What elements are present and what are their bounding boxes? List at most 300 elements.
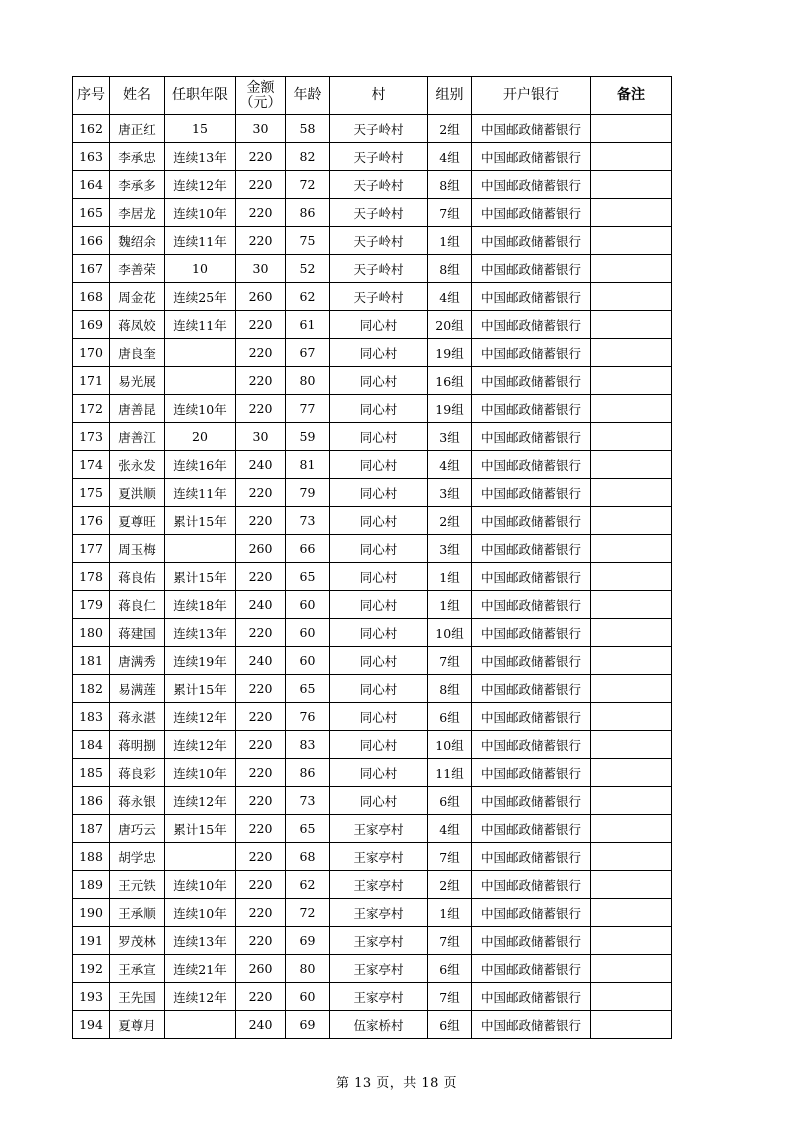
cell-group: 16组 (428, 367, 472, 395)
cell-note (591, 367, 672, 395)
cell-name: 唐良奎 (110, 339, 165, 367)
cell-name: 王元铁 (110, 871, 165, 899)
cell-name: 周玉梅 (110, 535, 165, 563)
cell-tenure (165, 339, 236, 367)
cell-group: 8组 (428, 255, 472, 283)
cell-amount: 220 (236, 339, 286, 367)
cell-tenure: 连续25年 (165, 283, 236, 311)
cell-village: 王家亭村 (330, 815, 428, 843)
cell-note (591, 339, 672, 367)
cell-name: 蒋永湛 (110, 703, 165, 731)
cell-age: 86 (286, 759, 330, 787)
cell-name: 罗茂林 (110, 927, 165, 955)
cell-amount: 220 (236, 983, 286, 1011)
cell-tenure: 累计15年 (165, 675, 236, 703)
cell-bank: 中国邮政储蓄银行 (472, 871, 591, 899)
cell-note (591, 703, 672, 731)
cell-group: 20组 (428, 311, 472, 339)
cell-name: 夏尊月 (110, 1011, 165, 1039)
cell-age: 86 (286, 199, 330, 227)
table-row (73, 451, 672, 479)
cell-seq: 183 (73, 703, 110, 731)
cell-amount: 240 (236, 591, 286, 619)
cell-group: 6组 (428, 787, 472, 815)
cell-village: 同心村 (330, 759, 428, 787)
cell-age: 73 (286, 507, 330, 535)
table-row (73, 619, 672, 647)
cell-seq: 172 (73, 395, 110, 423)
cell-group: 1组 (428, 563, 472, 591)
cell-bank: 中国邮政储蓄银行 (472, 815, 591, 843)
cell-note (591, 927, 672, 955)
cell-bank: 中国邮政储蓄银行 (472, 535, 591, 563)
cell-group: 10组 (428, 731, 472, 759)
table-body (73, 115, 672, 1039)
cell-group: 2组 (428, 507, 472, 535)
cell-group: 6组 (428, 1011, 472, 1039)
cell-note (591, 619, 672, 647)
table-row (73, 731, 672, 759)
cell-age: 82 (286, 143, 330, 171)
header-bank: 开户银行 (472, 77, 591, 115)
cell-group: 6组 (428, 703, 472, 731)
cell-bank: 中国邮政储蓄银行 (472, 787, 591, 815)
cell-village: 天子岭村 (330, 199, 428, 227)
cell-village: 王家亭村 (330, 983, 428, 1011)
cell-seq: 176 (73, 507, 110, 535)
cell-group: 8组 (428, 675, 472, 703)
cell-group: 19组 (428, 339, 472, 367)
table-row (73, 535, 672, 563)
cell-tenure: 连续12年 (165, 983, 236, 1011)
cell-bank: 中国邮政储蓄银行 (472, 703, 591, 731)
cell-note (591, 759, 672, 787)
cell-bank: 中国邮政储蓄银行 (472, 339, 591, 367)
cell-seq: 188 (73, 843, 110, 871)
cell-amount: 220 (236, 731, 286, 759)
cell-village: 伍家桥村 (330, 1011, 428, 1039)
cell-note (591, 115, 672, 143)
cell-group: 3组 (428, 479, 472, 507)
cell-name: 蒋明捌 (110, 731, 165, 759)
cell-age: 69 (286, 927, 330, 955)
cell-bank: 中国邮政储蓄银行 (472, 507, 591, 535)
header-note: 备注 (591, 77, 672, 115)
table-row (73, 591, 672, 619)
cell-village: 同心村 (330, 311, 428, 339)
cell-age: 80 (286, 955, 330, 983)
table-row (73, 255, 672, 283)
cell-group: 7组 (428, 843, 472, 871)
cell-village: 天子岭村 (330, 143, 428, 171)
cell-village: 同心村 (330, 647, 428, 675)
cell-bank: 中国邮政储蓄银行 (472, 395, 591, 423)
cell-seq: 166 (73, 227, 110, 255)
cell-seq: 165 (73, 199, 110, 227)
cell-name: 蒋永银 (110, 787, 165, 815)
cell-amount: 220 (236, 787, 286, 815)
cell-note (591, 815, 672, 843)
cell-age: 73 (286, 787, 330, 815)
cell-seq: 169 (73, 311, 110, 339)
cell-bank: 中国邮政储蓄银行 (472, 115, 591, 143)
cell-tenure: 累计15年 (165, 507, 236, 535)
cell-amount: 220 (236, 143, 286, 171)
cell-group: 19组 (428, 395, 472, 423)
table-row (73, 703, 672, 731)
cell-name: 蒋良佑 (110, 563, 165, 591)
cell-age: 60 (286, 591, 330, 619)
cell-amount: 30 (236, 255, 286, 283)
cell-name: 蒋建国 (110, 619, 165, 647)
cell-amount: 220 (236, 395, 286, 423)
cell-amount: 220 (236, 843, 286, 871)
cell-bank: 中国邮政储蓄银行 (472, 451, 591, 479)
cell-name: 李居龙 (110, 199, 165, 227)
cell-bank: 中国邮政储蓄银行 (472, 143, 591, 171)
cell-name: 李善荣 (110, 255, 165, 283)
header-village: 村 (330, 77, 428, 115)
cell-name: 胡学忠 (110, 843, 165, 871)
cell-note (591, 451, 672, 479)
table-row (73, 759, 672, 787)
cell-amount: 220 (236, 899, 286, 927)
table-row (73, 507, 672, 535)
cell-group: 1组 (428, 591, 472, 619)
table-row (73, 423, 672, 451)
table-row (73, 899, 672, 927)
cell-village: 同心村 (330, 507, 428, 535)
cell-note (591, 731, 672, 759)
table-row (73, 787, 672, 815)
cell-seq: 191 (73, 927, 110, 955)
cell-note (591, 647, 672, 675)
table-row (73, 675, 672, 703)
cell-seq: 177 (73, 535, 110, 563)
cell-seq: 162 (73, 115, 110, 143)
cell-bank: 中国邮政储蓄银行 (472, 311, 591, 339)
cell-name: 夏尊旺 (110, 507, 165, 535)
cell-village: 同心村 (330, 591, 428, 619)
cell-bank: 中国邮政储蓄银行 (472, 283, 591, 311)
cell-name: 李承多 (110, 171, 165, 199)
cell-group: 4组 (428, 815, 472, 843)
cell-village: 王家亭村 (330, 927, 428, 955)
cell-age: 61 (286, 311, 330, 339)
header-age: 年龄 (286, 77, 330, 115)
cell-age: 72 (286, 171, 330, 199)
cell-tenure: 20 (165, 423, 236, 451)
table-row (73, 843, 672, 871)
cell-village: 王家亭村 (330, 871, 428, 899)
cell-village: 天子岭村 (330, 283, 428, 311)
cell-amount: 220 (236, 759, 286, 787)
cell-bank: 中国邮政储蓄银行 (472, 367, 591, 395)
table-row (73, 115, 672, 143)
cell-name: 夏洪顺 (110, 479, 165, 507)
cell-seq: 194 (73, 1011, 110, 1039)
table-row (73, 1011, 672, 1039)
table-row (73, 395, 672, 423)
cell-note (591, 171, 672, 199)
cell-note (591, 423, 672, 451)
cell-tenure: 连续13年 (165, 619, 236, 647)
cell-note (591, 899, 672, 927)
cell-bank: 中国邮政储蓄银行 (472, 199, 591, 227)
cell-age: 68 (286, 843, 330, 871)
cell-village: 王家亭村 (330, 955, 428, 983)
cell-note (591, 311, 672, 339)
cell-age: 60 (286, 647, 330, 675)
cell-village: 同心村 (330, 535, 428, 563)
cell-age: 60 (286, 983, 330, 1011)
cell-amount: 240 (236, 451, 286, 479)
cell-seq: 173 (73, 423, 110, 451)
cell-tenure: 连续10年 (165, 899, 236, 927)
cell-name: 蒋良仁 (110, 591, 165, 619)
cell-note (591, 983, 672, 1011)
cell-amount: 240 (236, 1011, 286, 1039)
cell-note (591, 227, 672, 255)
cell-note (591, 843, 672, 871)
cell-tenure: 连续11年 (165, 227, 236, 255)
table-row (73, 927, 672, 955)
cell-age: 77 (286, 395, 330, 423)
cell-note (591, 479, 672, 507)
cell-tenure: 连续18年 (165, 591, 236, 619)
cell-bank: 中国邮政储蓄银行 (472, 227, 591, 255)
cell-age: 66 (286, 535, 330, 563)
cell-name: 周金花 (110, 283, 165, 311)
cell-tenure: 15 (165, 115, 236, 143)
cell-village: 同心村 (330, 367, 428, 395)
cell-seq: 189 (73, 871, 110, 899)
cell-amount: 220 (236, 619, 286, 647)
cell-seq: 184 (73, 731, 110, 759)
cell-tenure (165, 1011, 236, 1039)
cell-age: 67 (286, 339, 330, 367)
cell-age: 62 (286, 283, 330, 311)
cell-amount: 260 (236, 535, 286, 563)
cell-name: 魏绍余 (110, 227, 165, 255)
cell-bank: 中国邮政储蓄银行 (472, 479, 591, 507)
header-name: 姓名 (110, 77, 165, 115)
cell-tenure: 连续10年 (165, 759, 236, 787)
cell-village: 同心村 (330, 675, 428, 703)
cell-group: 1组 (428, 899, 472, 927)
cell-group: 1组 (428, 227, 472, 255)
cell-seq: 185 (73, 759, 110, 787)
cell-age: 80 (286, 367, 330, 395)
cell-group: 3组 (428, 423, 472, 451)
table-row (73, 367, 672, 395)
cell-group: 7组 (428, 927, 472, 955)
cell-seq: 180 (73, 619, 110, 647)
cell-group: 10组 (428, 619, 472, 647)
cell-age: 62 (286, 871, 330, 899)
cell-group: 7组 (428, 647, 472, 675)
header-amount-line1: 金额 (246, 79, 275, 96)
cell-group: 4组 (428, 283, 472, 311)
header-amount-line2: （元） (239, 94, 282, 111)
cell-note (591, 675, 672, 703)
table-row (73, 171, 672, 199)
cell-bank: 中国邮政储蓄银行 (472, 255, 591, 283)
table-row (73, 283, 672, 311)
cell-note (591, 535, 672, 563)
cell-group: 4组 (428, 451, 472, 479)
cell-village: 王家亭村 (330, 843, 428, 871)
cell-note (591, 507, 672, 535)
header-group: 组别 (428, 77, 472, 115)
table-row (73, 815, 672, 843)
cell-village: 同心村 (330, 703, 428, 731)
cell-tenure: 连续10年 (165, 199, 236, 227)
cell-bank: 中国邮政储蓄银行 (472, 675, 591, 703)
cell-seq: 179 (73, 591, 110, 619)
roster-sheet (72, 76, 672, 1039)
cell-village: 同心村 (330, 479, 428, 507)
page-footer: 第 13 页，共 18 页 (335, 1076, 458, 1091)
cell-age: 69 (286, 1011, 330, 1039)
cell-bank: 中国邮政储蓄银行 (472, 1011, 591, 1039)
cell-amount: 220 (236, 563, 286, 591)
cell-tenure: 连续12年 (165, 703, 236, 731)
cell-note (591, 199, 672, 227)
cell-amount: 220 (236, 675, 286, 703)
cell-tenure: 连续10年 (165, 871, 236, 899)
cell-amount: 220 (236, 367, 286, 395)
cell-village: 天子岭村 (330, 115, 428, 143)
table-row (73, 563, 672, 591)
cell-age: 65 (286, 815, 330, 843)
cell-name: 蒋良彩 (110, 759, 165, 787)
cell-amount: 30 (236, 423, 286, 451)
cell-village: 同心村 (330, 619, 428, 647)
cell-bank: 中国邮政储蓄银行 (472, 983, 591, 1011)
cell-tenure: 连续19年 (165, 647, 236, 675)
cell-group: 8组 (428, 171, 472, 199)
cell-seq: 186 (73, 787, 110, 815)
cell-seq: 168 (73, 283, 110, 311)
cell-bank: 中国邮政储蓄银行 (472, 927, 591, 955)
cell-seq: 164 (73, 171, 110, 199)
cell-amount: 220 (236, 703, 286, 731)
cell-tenure: 连续10年 (165, 395, 236, 423)
cell-age: 59 (286, 423, 330, 451)
cell-age: 65 (286, 563, 330, 591)
cell-note (591, 871, 672, 899)
cell-village: 同心村 (330, 787, 428, 815)
cell-note (591, 255, 672, 283)
cell-bank: 中国邮政储蓄银行 (472, 423, 591, 451)
cell-village: 天子岭村 (330, 255, 428, 283)
cell-name: 易光展 (110, 367, 165, 395)
cell-age: 75 (286, 227, 330, 255)
cell-bank: 中国邮政储蓄银行 (472, 759, 591, 787)
cell-seq: 170 (73, 339, 110, 367)
table-row (73, 479, 672, 507)
cell-tenure: 连续21年 (165, 955, 236, 983)
cell-group: 7组 (428, 199, 472, 227)
cell-note (591, 143, 672, 171)
cell-group: 4组 (428, 143, 472, 171)
table-row (73, 983, 672, 1011)
cell-group: 2组 (428, 115, 472, 143)
cell-bank: 中国邮政储蓄银行 (472, 955, 591, 983)
cell-amount: 260 (236, 955, 286, 983)
cell-bank: 中国邮政储蓄银行 (472, 843, 591, 871)
cell-village: 王家亭村 (330, 899, 428, 927)
cell-age: 79 (286, 479, 330, 507)
cell-age: 52 (286, 255, 330, 283)
cell-note (591, 283, 672, 311)
cell-village: 同心村 (330, 339, 428, 367)
cell-tenure: 连续11年 (165, 311, 236, 339)
cell-name: 唐满秀 (110, 647, 165, 675)
cell-amount: 240 (236, 647, 286, 675)
cell-tenure: 连续11年 (165, 479, 236, 507)
cell-group: 3组 (428, 535, 472, 563)
table-row (73, 143, 672, 171)
cell-seq: 171 (73, 367, 110, 395)
cell-tenure: 连续12年 (165, 171, 236, 199)
cell-amount: 220 (236, 227, 286, 255)
table-row (73, 227, 672, 255)
cell-tenure: 连续13年 (165, 143, 236, 171)
cell-name: 王承宣 (110, 955, 165, 983)
cell-tenure: 连续12年 (165, 787, 236, 815)
cell-note (591, 955, 672, 983)
cell-village: 同心村 (330, 395, 428, 423)
cell-tenure (165, 843, 236, 871)
cell-amount: 260 (236, 283, 286, 311)
cell-tenure: 累计15年 (165, 563, 236, 591)
cell-name: 唐巧云 (110, 815, 165, 843)
cell-note (591, 1011, 672, 1039)
header-tenure: 任职年限 (165, 77, 236, 115)
header-amount (236, 77, 286, 115)
cell-bank: 中国邮政储蓄银行 (472, 563, 591, 591)
cell-seq: 175 (73, 479, 110, 507)
cell-group: 2组 (428, 871, 472, 899)
cell-amount: 220 (236, 507, 286, 535)
cell-age: 76 (286, 703, 330, 731)
cell-group: 6组 (428, 955, 472, 983)
cell-village: 同心村 (330, 563, 428, 591)
cell-amount: 220 (236, 871, 286, 899)
cell-bank: 中国邮政储蓄银行 (472, 731, 591, 759)
cell-bank: 中国邮政储蓄银行 (472, 591, 591, 619)
cell-note (591, 591, 672, 619)
table-row (73, 199, 672, 227)
cell-tenure (165, 535, 236, 563)
cell-tenure: 累计15年 (165, 815, 236, 843)
cell-amount: 220 (236, 815, 286, 843)
cell-amount: 220 (236, 171, 286, 199)
cell-village: 同心村 (330, 451, 428, 479)
table-header (73, 77, 672, 115)
cell-name: 王先国 (110, 983, 165, 1011)
cell-amount: 220 (236, 927, 286, 955)
cell-age: 60 (286, 619, 330, 647)
cell-name: 易满莲 (110, 675, 165, 703)
cell-seq: 190 (73, 899, 110, 927)
cell-age: 72 (286, 899, 330, 927)
cell-village: 天子岭村 (330, 227, 428, 255)
cell-bank: 中国邮政储蓄银行 (472, 647, 591, 675)
cell-name: 唐正红 (110, 115, 165, 143)
